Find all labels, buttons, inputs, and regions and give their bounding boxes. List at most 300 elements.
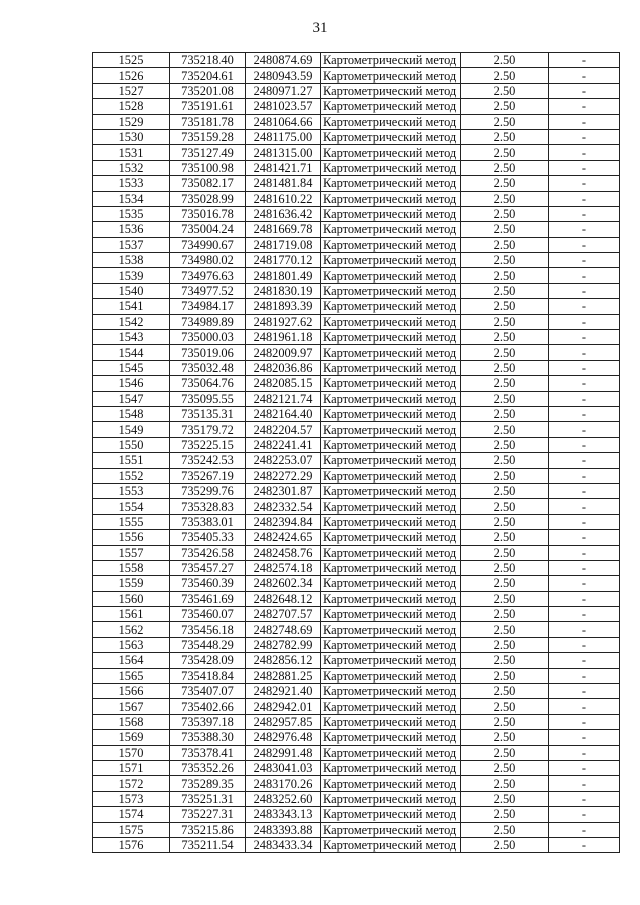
y-coordinate-cell: 2481023.57 [246, 99, 321, 114]
accuracy-cell: 2.50 [461, 237, 549, 252]
accuracy-cell: 2.50 [461, 453, 549, 468]
point-number-cell: 1552 [93, 468, 170, 483]
y-coordinate-cell: 2482009.97 [246, 345, 321, 360]
coordinates-table-body [93, 53, 620, 853]
note-cell: - [549, 206, 620, 221]
y-coordinate-cell: 2481830.19 [246, 283, 321, 298]
table-row [93, 776, 620, 791]
table-row [93, 837, 620, 852]
method-cell: Картометрический метод [321, 299, 461, 314]
y-coordinate-cell: 2482253.07 [246, 453, 321, 468]
point-number-cell: 1572 [93, 776, 170, 791]
note-cell: - [549, 622, 620, 637]
point-number-cell: 1571 [93, 760, 170, 775]
x-coordinate-cell: 735251.31 [170, 791, 246, 806]
x-coordinate-cell: 735457.27 [170, 560, 246, 575]
table-row [93, 253, 620, 268]
note-cell: - [549, 576, 620, 591]
accuracy-cell: 2.50 [461, 437, 549, 452]
x-coordinate-cell: 734976.63 [170, 268, 246, 283]
y-coordinate-cell: 2482085.15 [246, 376, 321, 391]
method-cell: Картометрический метод [321, 114, 461, 129]
note-cell: - [549, 99, 620, 114]
y-coordinate-cell: 2482204.57 [246, 422, 321, 437]
y-coordinate-cell: 2483433.34 [246, 837, 321, 852]
note-cell: - [549, 129, 620, 144]
note-cell: - [549, 376, 620, 391]
method-cell: Картометрический метод [321, 68, 461, 83]
x-coordinate-cell: 735402.66 [170, 699, 246, 714]
table-row [93, 530, 620, 545]
note-cell: - [549, 83, 620, 98]
point-number-cell: 1548 [93, 406, 170, 421]
point-number-cell: 1530 [93, 129, 170, 144]
y-coordinate-cell: 2482856.12 [246, 653, 321, 668]
accuracy-cell: 2.50 [461, 684, 549, 699]
x-coordinate-cell: 735242.53 [170, 453, 246, 468]
point-number-cell: 1539 [93, 268, 170, 283]
x-coordinate-cell: 735407.07 [170, 684, 246, 699]
y-coordinate-cell: 2482241.41 [246, 437, 321, 452]
table-row [93, 483, 620, 498]
method-cell: Картометрический метод [321, 760, 461, 775]
point-number-cell: 1569 [93, 730, 170, 745]
point-number-cell: 1575 [93, 822, 170, 837]
accuracy-cell: 2.50 [461, 499, 549, 514]
y-coordinate-cell: 2482164.40 [246, 406, 321, 421]
method-cell: Картометрический метод [321, 545, 461, 560]
x-coordinate-cell: 735225.15 [170, 437, 246, 452]
y-coordinate-cell: 2482976.48 [246, 730, 321, 745]
method-cell: Картометрический метод [321, 237, 461, 252]
accuracy-cell: 2.50 [461, 176, 549, 191]
note-cell: - [549, 453, 620, 468]
table-row [93, 268, 620, 283]
table-row [93, 791, 620, 806]
table-row [93, 668, 620, 683]
x-coordinate-cell: 734989.89 [170, 314, 246, 329]
y-coordinate-cell: 2482921.40 [246, 684, 321, 699]
table-row [93, 699, 620, 714]
point-number-cell: 1540 [93, 283, 170, 298]
accuracy-cell: 2.50 [461, 622, 549, 637]
x-coordinate-cell: 735352.26 [170, 760, 246, 775]
method-cell: Картометрический метод [321, 714, 461, 729]
x-coordinate-cell: 735383.01 [170, 514, 246, 529]
method-cell: Картометрический метод [321, 376, 461, 391]
method-cell: Картометрический метод [321, 791, 461, 806]
x-coordinate-cell: 735127.49 [170, 145, 246, 160]
note-cell: - [549, 668, 620, 683]
method-cell: Картометрический метод [321, 176, 461, 191]
accuracy-cell: 2.50 [461, 591, 549, 606]
x-coordinate-cell: 735405.33 [170, 530, 246, 545]
accuracy-cell: 2.50 [461, 560, 549, 575]
point-number-cell: 1568 [93, 714, 170, 729]
table-row [93, 160, 620, 175]
point-number-cell: 1574 [93, 807, 170, 822]
note-cell: - [549, 253, 620, 268]
note-cell: - [549, 514, 620, 529]
note-cell: - [549, 68, 620, 83]
x-coordinate-cell: 735095.55 [170, 391, 246, 406]
x-coordinate-cell: 735204.61 [170, 68, 246, 83]
method-cell: Картометрический метод [321, 607, 461, 622]
note-cell: - [549, 684, 620, 699]
accuracy-cell: 2.50 [461, 637, 549, 652]
note-cell: - [549, 653, 620, 668]
y-coordinate-cell: 2481481.84 [246, 176, 321, 191]
accuracy-cell: 2.50 [461, 545, 549, 560]
accuracy-cell: 2.50 [461, 745, 549, 760]
table-row [93, 545, 620, 560]
y-coordinate-cell: 2481719.08 [246, 237, 321, 252]
accuracy-cell: 2.50 [461, 191, 549, 206]
y-coordinate-cell: 2483343.13 [246, 807, 321, 822]
note-cell: - [549, 730, 620, 745]
y-coordinate-cell: 2483393.88 [246, 822, 321, 837]
method-cell: Картометрический метод [321, 360, 461, 375]
y-coordinate-cell: 2482782.99 [246, 637, 321, 652]
accuracy-cell: 2.50 [461, 360, 549, 375]
y-coordinate-cell: 2481801.49 [246, 268, 321, 283]
y-coordinate-cell: 2482272.29 [246, 468, 321, 483]
note-cell: - [549, 160, 620, 175]
point-number-cell: 1565 [93, 668, 170, 683]
method-cell: Картометрический метод [321, 653, 461, 668]
point-number-cell: 1558 [93, 560, 170, 575]
point-number-cell: 1533 [93, 176, 170, 191]
y-coordinate-cell: 2481421.71 [246, 160, 321, 175]
method-cell: Картометрический метод [321, 160, 461, 175]
method-cell: Картометрический метод [321, 191, 461, 206]
accuracy-cell: 2.50 [461, 668, 549, 683]
point-number-cell: 1531 [93, 145, 170, 160]
accuracy-cell: 2.50 [461, 53, 549, 68]
note-cell: - [549, 330, 620, 345]
table-row [93, 314, 620, 329]
x-coordinate-cell: 735267.19 [170, 468, 246, 483]
y-coordinate-cell: 2481175.00 [246, 129, 321, 144]
point-number-cell: 1559 [93, 576, 170, 591]
table-row [93, 237, 620, 252]
accuracy-cell: 2.50 [461, 268, 549, 283]
method-cell: Картометрический метод [321, 591, 461, 606]
method-cell: Картометрический метод [321, 437, 461, 452]
y-coordinate-cell: 2480943.59 [246, 68, 321, 83]
y-coordinate-cell: 2481064.66 [246, 114, 321, 129]
method-cell: Картометрический метод [321, 83, 461, 98]
table-row [93, 68, 620, 83]
x-coordinate-cell: 735032.48 [170, 360, 246, 375]
table-row [93, 376, 620, 391]
y-coordinate-cell: 2482394.84 [246, 514, 321, 529]
table-row [93, 684, 620, 699]
note-cell: - [549, 222, 620, 237]
x-coordinate-cell: 735201.08 [170, 83, 246, 98]
point-number-cell: 1527 [93, 83, 170, 98]
x-coordinate-cell: 735227.31 [170, 807, 246, 822]
accuracy-cell: 2.50 [461, 760, 549, 775]
note-cell: - [549, 237, 620, 252]
y-coordinate-cell: 2481961.18 [246, 330, 321, 345]
accuracy-cell: 2.50 [461, 730, 549, 745]
table-row [93, 437, 620, 452]
y-coordinate-cell: 2482424.65 [246, 530, 321, 545]
point-number-cell: 1561 [93, 607, 170, 622]
point-number-cell: 1541 [93, 299, 170, 314]
accuracy-cell: 2.50 [461, 160, 549, 175]
table-row [93, 576, 620, 591]
point-number-cell: 1563 [93, 637, 170, 652]
note-cell: - [549, 268, 620, 283]
point-number-cell: 1532 [93, 160, 170, 175]
method-cell: Картометрический метод [321, 807, 461, 822]
method-cell: Картометрический метод [321, 837, 461, 852]
y-coordinate-cell: 2481315.00 [246, 145, 321, 160]
note-cell: - [549, 530, 620, 545]
y-coordinate-cell: 2481893.39 [246, 299, 321, 314]
method-cell: Картометрический метод [321, 345, 461, 360]
note-cell: - [549, 760, 620, 775]
accuracy-cell: 2.50 [461, 653, 549, 668]
note-cell: - [549, 406, 620, 421]
accuracy-cell: 2.50 [461, 253, 549, 268]
y-coordinate-cell: 2482301.87 [246, 483, 321, 498]
table-row [93, 83, 620, 98]
method-cell: Картометрический метод [321, 253, 461, 268]
method-cell: Картометрический метод [321, 699, 461, 714]
accuracy-cell: 2.50 [461, 299, 549, 314]
point-number-cell: 1573 [93, 791, 170, 806]
method-cell: Картометрический метод [321, 330, 461, 345]
note-cell: - [549, 191, 620, 206]
y-coordinate-cell: 2483170.26 [246, 776, 321, 791]
x-coordinate-cell: 735215.86 [170, 822, 246, 837]
point-number-cell: 1538 [93, 253, 170, 268]
accuracy-cell: 2.50 [461, 468, 549, 483]
accuracy-cell: 2.50 [461, 791, 549, 806]
point-number-cell: 1546 [93, 376, 170, 391]
x-coordinate-cell: 735028.99 [170, 191, 246, 206]
table-row [93, 807, 620, 822]
table-row [93, 176, 620, 191]
y-coordinate-cell: 2482332.54 [246, 499, 321, 514]
method-cell: Картометрический метод [321, 637, 461, 652]
accuracy-cell: 2.50 [461, 283, 549, 298]
accuracy-cell: 2.50 [461, 776, 549, 791]
x-coordinate-cell: 734977.52 [170, 283, 246, 298]
x-coordinate-cell: 735426.58 [170, 545, 246, 560]
x-coordinate-cell: 735397.18 [170, 714, 246, 729]
point-number-cell: 1529 [93, 114, 170, 129]
method-cell: Картометрический метод [321, 283, 461, 298]
point-number-cell: 1555 [93, 514, 170, 529]
x-coordinate-cell: 735064.76 [170, 376, 246, 391]
point-number-cell: 1525 [93, 53, 170, 68]
table-row [93, 222, 620, 237]
accuracy-cell: 2.50 [461, 699, 549, 714]
note-cell: - [549, 53, 620, 68]
point-number-cell: 1576 [93, 837, 170, 852]
point-number-cell: 1526 [93, 68, 170, 83]
note-cell: - [549, 422, 620, 437]
table-row [93, 637, 620, 652]
note-cell: - [549, 837, 620, 852]
table-row [93, 191, 620, 206]
accuracy-cell: 2.50 [461, 807, 549, 822]
note-cell: - [549, 114, 620, 129]
note-cell: - [549, 145, 620, 160]
x-coordinate-cell: 735191.61 [170, 99, 246, 114]
table-row [93, 53, 620, 68]
x-coordinate-cell: 735179.72 [170, 422, 246, 437]
method-cell: Картометрический метод [321, 314, 461, 329]
table-row [93, 760, 620, 775]
x-coordinate-cell: 734990.67 [170, 237, 246, 252]
table-row [93, 145, 620, 160]
accuracy-cell: 2.50 [461, 114, 549, 129]
method-cell: Картометрический метод [321, 730, 461, 745]
y-coordinate-cell: 2483252.60 [246, 791, 321, 806]
y-coordinate-cell: 2482957.85 [246, 714, 321, 729]
accuracy-cell: 2.50 [461, 607, 549, 622]
accuracy-cell: 2.50 [461, 376, 549, 391]
x-coordinate-cell: 735388.30 [170, 730, 246, 745]
x-coordinate-cell: 735000.03 [170, 330, 246, 345]
accuracy-cell: 2.50 [461, 222, 549, 237]
x-coordinate-cell: 735460.07 [170, 607, 246, 622]
accuracy-cell: 2.50 [461, 391, 549, 406]
x-coordinate-cell: 735100.98 [170, 160, 246, 175]
y-coordinate-cell: 2481770.12 [246, 253, 321, 268]
method-cell: Картометрический метод [321, 483, 461, 498]
y-coordinate-cell: 2481669.78 [246, 222, 321, 237]
accuracy-cell: 2.50 [461, 314, 549, 329]
accuracy-cell: 2.50 [461, 345, 549, 360]
method-cell: Картометрический метод [321, 822, 461, 837]
method-cell: Картометрический метод [321, 560, 461, 575]
note-cell: - [549, 360, 620, 375]
table-row [93, 99, 620, 114]
y-coordinate-cell: 2482748.69 [246, 622, 321, 637]
accuracy-cell: 2.50 [461, 576, 549, 591]
y-coordinate-cell: 2482574.18 [246, 560, 321, 575]
point-number-cell: 1554 [93, 499, 170, 514]
note-cell: - [549, 468, 620, 483]
method-cell: Картометрический метод [321, 514, 461, 529]
method-cell: Картометрический метод [321, 684, 461, 699]
table-row [93, 591, 620, 606]
note-cell: - [549, 499, 620, 514]
table-row [93, 406, 620, 421]
y-coordinate-cell: 2482458.76 [246, 545, 321, 560]
method-cell: Картометрический метод [321, 391, 461, 406]
accuracy-cell: 2.50 [461, 129, 549, 144]
accuracy-cell: 2.50 [461, 514, 549, 529]
table-row [93, 299, 620, 314]
x-coordinate-cell: 734980.02 [170, 253, 246, 268]
x-coordinate-cell: 735328.83 [170, 499, 246, 514]
table-row [93, 714, 620, 729]
point-number-cell: 1528 [93, 99, 170, 114]
table-row [93, 283, 620, 298]
table-row [93, 622, 620, 637]
x-coordinate-cell: 735135.31 [170, 406, 246, 421]
note-cell: - [549, 714, 620, 729]
point-number-cell: 1550 [93, 437, 170, 452]
accuracy-cell: 2.50 [461, 145, 549, 160]
note-cell: - [549, 345, 620, 360]
x-coordinate-cell: 735289.35 [170, 776, 246, 791]
note-cell: - [549, 591, 620, 606]
point-number-cell: 1567 [93, 699, 170, 714]
page-number: 31 [312, 20, 328, 36]
table-row [93, 745, 620, 760]
note-cell: - [549, 545, 620, 560]
accuracy-cell: 2.50 [461, 822, 549, 837]
note-cell: - [549, 391, 620, 406]
point-number-cell: 1564 [93, 653, 170, 668]
point-number-cell: 1547 [93, 391, 170, 406]
point-number-cell: 1537 [93, 237, 170, 252]
note-cell: - [549, 745, 620, 760]
point-number-cell: 1560 [93, 591, 170, 606]
method-cell: Картометрический метод [321, 468, 461, 483]
table-row [93, 653, 620, 668]
accuracy-cell: 2.50 [461, 483, 549, 498]
y-coordinate-cell: 2482648.12 [246, 591, 321, 606]
method-cell: Картометрический метод [321, 145, 461, 160]
y-coordinate-cell: 2481636.42 [246, 206, 321, 221]
method-cell: Картометрический метод [321, 129, 461, 144]
y-coordinate-cell: 2480874.69 [246, 53, 321, 68]
table-row [93, 114, 620, 129]
accuracy-cell: 2.50 [461, 330, 549, 345]
x-coordinate-cell: 735181.78 [170, 114, 246, 129]
table-row [93, 206, 620, 221]
x-coordinate-cell: 735456.18 [170, 622, 246, 637]
method-cell: Картометрический метод [321, 668, 461, 683]
y-coordinate-cell: 2482602.34 [246, 576, 321, 591]
note-cell: - [549, 314, 620, 329]
method-cell: Картометрический метод [321, 222, 461, 237]
x-coordinate-cell: 735448.29 [170, 637, 246, 652]
note-cell: - [549, 176, 620, 191]
accuracy-cell: 2.50 [461, 99, 549, 114]
table-row [93, 453, 620, 468]
table-row [93, 422, 620, 437]
table-row [93, 468, 620, 483]
method-cell: Картометрический метод [321, 422, 461, 437]
table-row [93, 360, 620, 375]
point-number-cell: 1553 [93, 483, 170, 498]
accuracy-cell: 2.50 [461, 406, 549, 421]
y-coordinate-cell: 2482121.74 [246, 391, 321, 406]
method-cell: Картометрический метод [321, 530, 461, 545]
x-coordinate-cell: 735016.78 [170, 206, 246, 221]
x-coordinate-cell: 734984.17 [170, 299, 246, 314]
accuracy-cell: 2.50 [461, 837, 549, 852]
method-cell: Картометрический метод [321, 268, 461, 283]
note-cell: - [549, 483, 620, 498]
note-cell: - [549, 822, 620, 837]
y-coordinate-cell: 2483041.03 [246, 760, 321, 775]
point-number-cell: 1535 [93, 206, 170, 221]
note-cell: - [549, 437, 620, 452]
table-row [93, 730, 620, 745]
point-number-cell: 1534 [93, 191, 170, 206]
